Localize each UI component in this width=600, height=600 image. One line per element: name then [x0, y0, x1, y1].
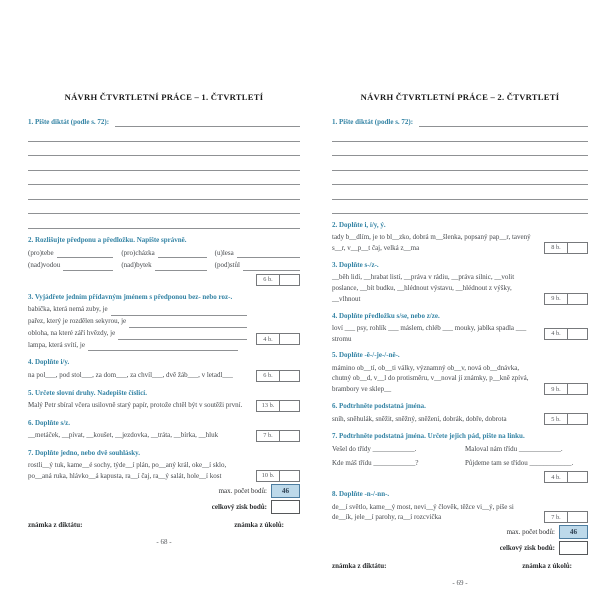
score-box	[256, 370, 300, 382]
exercise-text: sníh, sněhulák, sněžit, sněžný, sněžení, dobrák, dobře, dobrota	[332, 414, 507, 423]
total-points-label: celkový zisk bodů:	[211, 502, 267, 511]
exercise-sentence: Kde máš třídu ____________?	[332, 458, 419, 467]
total-points-box	[559, 541, 588, 555]
score-input-box	[280, 370, 300, 382]
section-heading: 6. Podtrhněte podstatná jména.	[332, 402, 426, 411]
score-box	[544, 413, 588, 425]
exercise-clue: pařez, který je rozdělen sekyrou, je	[28, 316, 127, 325]
score-label: 7 b.	[256, 430, 280, 442]
score-input-box	[280, 274, 300, 286]
left-page	[28, 92, 300, 546]
page-number: - 68 -	[156, 537, 172, 546]
dictation-line	[28, 171, 300, 186]
tasks-grade-label: známka z úkolů:	[234, 520, 284, 529]
score-input-box	[568, 511, 588, 523]
section-iy	[332, 220, 588, 254]
exercise-word: (nad)vodou	[28, 261, 61, 270]
section-heading: 3. Vyjádřete jedním přídavným jménem s předponou bez- nebo roz-.	[28, 292, 233, 301]
section-dictation	[28, 117, 300, 229]
dictation-line	[115, 118, 300, 127]
score-input-box	[280, 470, 300, 482]
dictation-grade-label: známka z diktátu:	[332, 562, 387, 571]
page-title: NÁVRH ČTVRTLETNÍ PRÁCE – 1. ČTVRTLETÍ	[64, 92, 264, 102]
section-adjectives	[28, 292, 300, 352]
exercise-text: __běh lidí, __hrabat listí, __práva v rádiu, __práva silnic, __volit poslance, __bít budku, __hlédnout výstavu, __hlédnout z výšky, __vlhnout	[332, 273, 515, 303]
dictation-line	[28, 200, 300, 215]
max-points-box: 46	[559, 525, 588, 539]
score-label: 5 b.	[544, 413, 568, 425]
exercise-clue: obloha, na které září hvězdy, je	[28, 328, 116, 337]
total-points-box	[271, 500, 300, 514]
exercise-word: (pro)cházka	[121, 248, 155, 257]
section-nouns-case	[332, 431, 588, 483]
blank-line	[129, 319, 247, 328]
exercise-word: (nad)bytek	[121, 261, 152, 270]
exercise-word: (pod)stůl	[214, 261, 240, 270]
total-points-label: celkový zisk bodů:	[499, 544, 555, 553]
exercise-text: Malý Petr sbíral včera usilovně starý papír, protože chtěl být v soutěži první.	[28, 401, 243, 410]
section-heading: 1. Pište diktát (podle s. 72):	[332, 118, 414, 126]
exercise-clue: babička, která nemá zuby, je	[28, 304, 108, 313]
dictation-line	[419, 118, 588, 127]
section-heading: 7. Podtrhněte podstatná jména. Určete jejich pád, pište na linku.	[332, 432, 525, 441]
section-heading: 6. Doplňte s/z.	[28, 418, 70, 427]
score-box	[544, 383, 588, 395]
score-label: 6 b.	[256, 370, 280, 382]
exercise-text: mámino ob__tí, ob__ti války, významný ob__v, nová ob__dnávka, chutný ob__d, v__l do protisměru, v__noval jí známky, p__kně zpívá, brambory ve sklep__	[332, 363, 529, 394]
score-input-box	[280, 430, 300, 442]
dictation-line	[332, 127, 588, 142]
exercise-text: na pol___, pod stol___, za dom___, za chvíl___, dvě žáb___, v letadl___	[28, 371, 233, 380]
score-box	[256, 400, 300, 412]
exercise-text: loví ___ psy, rohlík ___ máslem, chléb ___ mouky, jablka spadla ___ stromu	[332, 323, 527, 343]
blank-line	[243, 262, 300, 271]
blank-line	[88, 342, 238, 351]
score-input-box	[568, 383, 588, 395]
section-heading: 3. Doplňte s-/z-.	[332, 260, 379, 269]
blank-line	[237, 249, 300, 258]
score-box	[256, 470, 300, 482]
section-nouns-underline	[332, 401, 588, 425]
max-points-box: 46	[271, 484, 300, 498]
page-title: NÁVRH ČTVRTLETNÍ PRÁCE – 2. ČTVRTLETÍ	[360, 92, 560, 102]
score-box	[256, 333, 300, 345]
section-heading: 2. Doplňte i, í/y, ý.	[332, 221, 386, 230]
score-input-box	[280, 400, 300, 412]
blank-line	[118, 331, 247, 340]
exercise-clue: lampa, která svítí, je	[28, 340, 85, 349]
dictation-grade-label: známka z diktátu:	[28, 520, 83, 529]
blank-line	[63, 262, 113, 271]
score-label: 8 b.	[544, 242, 568, 254]
score-box	[544, 328, 588, 340]
score-label: 10 b.	[256, 470, 280, 482]
dictation-line	[332, 185, 588, 200]
page-number: - 69 -	[452, 579, 468, 588]
score-input-box	[280, 333, 300, 345]
score-label: 6 b.	[256, 274, 280, 286]
dictation-line	[28, 127, 300, 142]
section-prepositions	[332, 311, 588, 345]
section-dictation	[332, 117, 588, 214]
exercise-word: (pro)tebe	[28, 248, 54, 257]
dictation-line	[28, 142, 300, 157]
dictation-line	[28, 214, 300, 229]
section-eje	[332, 350, 588, 395]
section-heading: 7. Doplňte jedno, nebo dvě souhlásky.	[28, 448, 141, 457]
dictation-line	[332, 171, 588, 186]
exercise-sentence: Vešel do třídy ____________.	[332, 445, 417, 454]
tasks-grade-label: známka z úkolů:	[522, 562, 572, 571]
section-consonants	[28, 448, 300, 482]
exercise-text: __metáček, __pívat, __koušet, __jezdovka, __tráta, __bírka, __hluk	[28, 431, 219, 440]
section-heading: 8. Doplňte -n-/-nn-.	[332, 490, 390, 499]
dictation-line	[28, 156, 300, 171]
score-input-box	[568, 328, 588, 340]
section-heading: 2. Rozlišujte předponu a předložku. Napište správně.	[28, 235, 187, 244]
score-box	[544, 242, 588, 254]
dictation-line	[332, 200, 588, 215]
dictation-line	[332, 156, 588, 171]
blank-line	[158, 249, 207, 258]
exercise-sentence: Maloval nám třídu ____________.	[465, 445, 563, 454]
dictation-line	[332, 142, 588, 157]
section-heading: 4. Doplňte i/y.	[28, 358, 70, 367]
score-label: 4 b.	[544, 328, 568, 340]
section-prefixes	[28, 235, 300, 286]
section-word-classes	[28, 388, 300, 412]
section-heading: 5. Doplňte -ě-/-je-/-ně-.	[332, 351, 400, 360]
dictation-line	[28, 185, 300, 200]
score-box	[544, 293, 588, 305]
section-iy	[28, 357, 300, 381]
blank-line	[155, 262, 207, 271]
right-page	[332, 92, 588, 588]
score-label: 7 b.	[544, 511, 568, 523]
score-summary	[28, 482, 300, 546]
max-points-label: max. počet bodů:	[218, 486, 267, 495]
score-input-box	[568, 293, 588, 305]
section-heading: 4. Doplňte předložku s/se, nebo z/ze.	[332, 311, 440, 320]
section-sz	[28, 418, 300, 442]
exercise-text: tady b__dlím, je to bl__zko, dobrá m__šlenka, popsaný pap__r, tavený s__r, v__p__t čaj, velká z__ma	[332, 233, 531, 253]
score-input-box	[568, 413, 588, 425]
section-sz-prefix	[332, 260, 588, 305]
score-label: 4 b.	[544, 471, 568, 483]
exercise-word: (u)lesa	[214, 248, 234, 257]
score-input-box	[568, 471, 588, 483]
blank-line	[111, 307, 247, 316]
section-nnn	[332, 489, 588, 523]
section-heading: 1. Pište diktát (podle s. 72):	[28, 118, 110, 126]
score-label: 9 b.	[544, 383, 568, 395]
score-label: 13 b.	[256, 400, 280, 412]
blank-line	[57, 249, 114, 258]
score-input-box	[568, 242, 588, 254]
exercise-text: rostli__ý tuk, kame__é sochy, týde__í plán, po__aný král, oke__í sklo, po__aná ruka, hlávko__á kapusta, ra__í čaj, ra__ý salát, hole__í kost	[28, 461, 227, 480]
score-label: 4 b.	[256, 333, 280, 345]
exercise-sentence: Půjdeme tam se třídou ____________.	[465, 458, 574, 467]
score-summary	[332, 523, 588, 587]
score-label: 9 b.	[544, 293, 568, 305]
score-box	[544, 511, 588, 523]
score-box	[544, 471, 588, 483]
section-heading: 5. Určete slovní druhy. Nadepište číslicí.	[28, 388, 147, 397]
max-points-label: max. počet bodů:	[506, 528, 555, 537]
exercise-text: de__í světlo, kame__ý most, nevi__ý člověk, těžce vi__ý, píše si de__ík, jele__í parohy, ra__í rozcvička	[332, 502, 514, 522]
score-box	[256, 274, 300, 286]
score-box	[256, 430, 300, 442]
